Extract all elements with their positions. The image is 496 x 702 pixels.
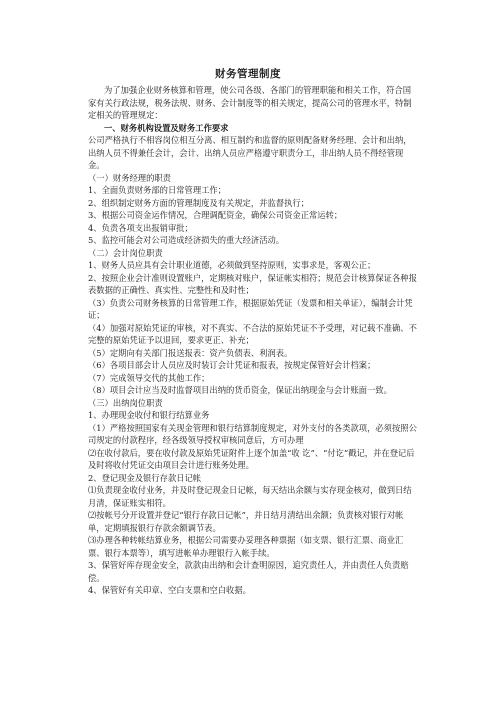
paragraph: 为了加强企业财务核算和管理，使公司各级、各部门的管理职能和相关工作，符合国家有关行政法规，税务法规、财务、会计制度等的相关规定，提高公司的管理水平，特制定相关的管理规定： [88,85,412,120]
list-item: 1、办理现金收付和银行结算业务 [88,410,210,420]
list-item: 3、保管好库存现金安全，款款由出纳和会计查明原因，追究责任人，并由责任人负责赔偿。 [88,560,409,583]
list-item: 3、根据公司资金运作情况，合理调配资金，确保公司资金正常运转； [88,210,343,220]
list-item: （8）项目会计应当及时监督项目出纳的货币资金，保证出纳现金与会计账面一致。 [88,385,392,395]
list-item: 2、组织制定财务方面的管理制度及有关规定，并监督执行； [88,197,309,208]
list-item: （7）完成领导交代的其他工作； [88,372,210,383]
list-item: 4、负责各项支出报销审批； [88,222,193,233]
list-item: （4）加强对原始凭证的审核，对不真实、不合法的原始凭证不予受理，对记载不准确、不完整的原始凭证予以退回，要求更正、补充； [88,322,417,345]
subsection-heading: （二）会计岗位职责 [88,247,163,258]
list-item: （6）各项目部会计人员应及时装订会计凭证和报表，按规定保管好会计档案； [88,360,376,370]
subsection-heading: （三）出纳岗位职责 [88,397,163,408]
document-body [88,84,418,597]
list-item: 4、保管好有关印章、空白支票和空白收据。 [88,585,251,595]
list-item: 2、登记现金及银行存款日记帐 [88,472,202,483]
list-item: （5）定期向有关部门报送报表：资产负债表、利润表。 [88,347,293,358]
section-heading: 一、财务机构设置及财务工作要求 [104,122,229,133]
list-item: （1）严格按照国家有关现金管理和银行结算制度规定，对外支付的各类款项，必须按照公司规定的付款程序，经各级领导授权审核同意后，方可办理 [88,422,417,445]
subsection-heading: （一）财务经理的职责 [88,172,171,183]
paragraph: 公司严格执行不相容岗位相互分离、相互制约和监督的原则配备财务经理、会计和出纳，出纳人员不得兼任会计，会计、出纳人员应严格遵守职责分工，非出纳人员不得经管现金。 [88,135,412,170]
list-item: 1、财务人员应具有会计职业道德，必须做到坚持原则，实事求是，客观公正； [88,260,376,270]
list-item: （3）负责公司财务核算的日常管理工作，根据原始凭证（发票和相关单证），编制会计凭证； [88,297,413,320]
document-title: 财务管理制度 [215,68,281,80]
list-item: ⑵在收付款后，要在收付款及原始凭证附件上逐个加盖“收 讫”、“付讫”戳记，并在登记后及时将收付凭证交由项目会计进行账务处理。 [88,447,415,470]
list-item: 1、全面负责财务部的日常管理工作； [88,185,227,195]
list-item: ⑶办理各种转帐结算业务，根据公司需要办妥理各种票据（如支票、银行汇票、商业汇票、银行本票等），填写进帐单办理银行入帐手续。 [88,535,404,558]
list-item: ⑵按帐号分开设置并登记“银行存款日记帐”，并日结月清结出余额；负责核对银行对帐单，定期填报银行存款余额调节表。 [88,510,404,533]
list-item: 2、按照企业会计准则设置账户，定期核对账户，保证帐实相符；规范会计核算保证各种报表数据的正确性、真实性、完整性和及时性； [88,272,417,295]
list-item: 5、监控可能会对公司造成经济损失的重大经济活动。 [88,235,285,245]
list-item: ⑴负责现金收付业务，并及时登记现金日记帐，每天结出余额与实存现金核对，做到日结月清，保证账实相符。 [88,485,412,508]
